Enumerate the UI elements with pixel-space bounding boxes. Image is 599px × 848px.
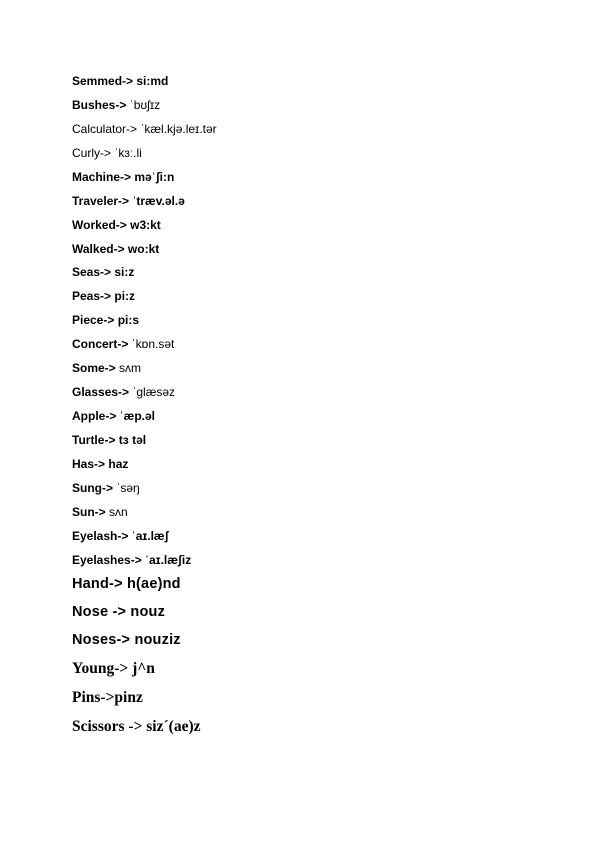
entry-word: Semmed-> [72, 74, 134, 88]
entry-word: Concert-> [72, 337, 129, 351]
entry-pron: si:z [111, 265, 135, 279]
entry-pron: ˈglæsəz [129, 385, 176, 399]
entry-pron: pi:z [111, 289, 136, 303]
entry-piece [72, 313, 139, 327]
entry-word: Has-> [72, 457, 106, 471]
entry-word: Bushes-> [72, 98, 127, 112]
entry-word: Machine-> [72, 170, 132, 184]
entry-glasses [72, 385, 175, 399]
entry-pron: sʌn [105, 505, 128, 519]
entry-pron: ˈkæl.kjə.leɪ.tər [137, 122, 217, 136]
entry-word: Turtle-> [72, 433, 116, 447]
entry-pron: ˈtræv.əl.ə [129, 194, 185, 208]
entry-apple [72, 409, 155, 423]
entry-hand: Hand-> h(ae)nd [72, 576, 181, 592]
entry-walked [72, 242, 159, 256]
entry-young: Young-> j^n [72, 660, 155, 677]
entry-pron: ˈkɒn.sət [128, 337, 175, 351]
entry-has [72, 457, 128, 471]
entry-pron: haz [105, 457, 129, 471]
entry-pron: ˈbʊʃɪz [126, 98, 161, 112]
entry-sung [72, 481, 140, 495]
entry-traveler [72, 194, 185, 208]
entry-pron: məˈʃi:n [131, 170, 175, 184]
entry-pron: w3:kt [126, 218, 161, 232]
entry-pron: ˈaɪ.læʃ [128, 529, 169, 543]
entry-machine [72, 170, 174, 184]
entry-pron: si:md [133, 74, 169, 88]
entry-scissors: Scissors -> siz´(ae)z [72, 718, 201, 735]
entry-word: Glasses-> [72, 385, 130, 399]
entry-word: Apple-> [72, 409, 117, 423]
entry-pron: sʌm [115, 361, 142, 375]
entry-pron: wo:kt [124, 242, 160, 256]
entry-word: Traveler-> [72, 194, 130, 208]
entry-word: Seas-> [72, 265, 112, 279]
entry-eyelash [72, 529, 169, 543]
entry-curly [72, 146, 142, 160]
entry-pron: pi:s [114, 313, 140, 327]
entry-word: Walked-> [72, 242, 125, 256]
entry-peas [72, 289, 135, 303]
entry-word: Peas-> [72, 289, 112, 303]
entry-word: Worked-> [72, 218, 127, 232]
entry-nose: Nose -> nouz [72, 604, 166, 620]
entry-pron: ˈsəŋ [113, 481, 140, 495]
entry-pron: tɜ tǝl [115, 433, 147, 447]
entry-word: Sun-> [72, 505, 106, 519]
entry-concert [72, 337, 174, 351]
entry-worked [72, 218, 161, 232]
entry-sun [72, 505, 128, 519]
entry-eyelashes [72, 553, 191, 567]
entry-word: Calculator-> [72, 122, 138, 136]
entry-word: Eyelashes-> [72, 553, 142, 567]
entry-calculator [72, 122, 217, 136]
entry-word: Sung-> [72, 481, 113, 495]
entry-word: Some-> [72, 361, 116, 375]
entry-pins: Pins->pinz [72, 689, 143, 706]
entry-word: Eyelash-> [72, 529, 129, 543]
entry-some [72, 361, 141, 375]
entry-noses: Noses-> nouziz [72, 632, 181, 648]
entry-turtle [72, 433, 146, 447]
entry-semmed [72, 74, 168, 88]
entry-bushes [72, 98, 160, 112]
entry-word: Piece-> [72, 313, 115, 327]
entry-pron: ˈkɜː.li [111, 146, 142, 160]
entry-pron: ˈaɪ.læʃiz [141, 553, 192, 567]
entry-pron: ˈæp.əl [116, 409, 156, 423]
entry-word: Curly-> [72, 146, 112, 160]
entry-seas [72, 265, 134, 279]
